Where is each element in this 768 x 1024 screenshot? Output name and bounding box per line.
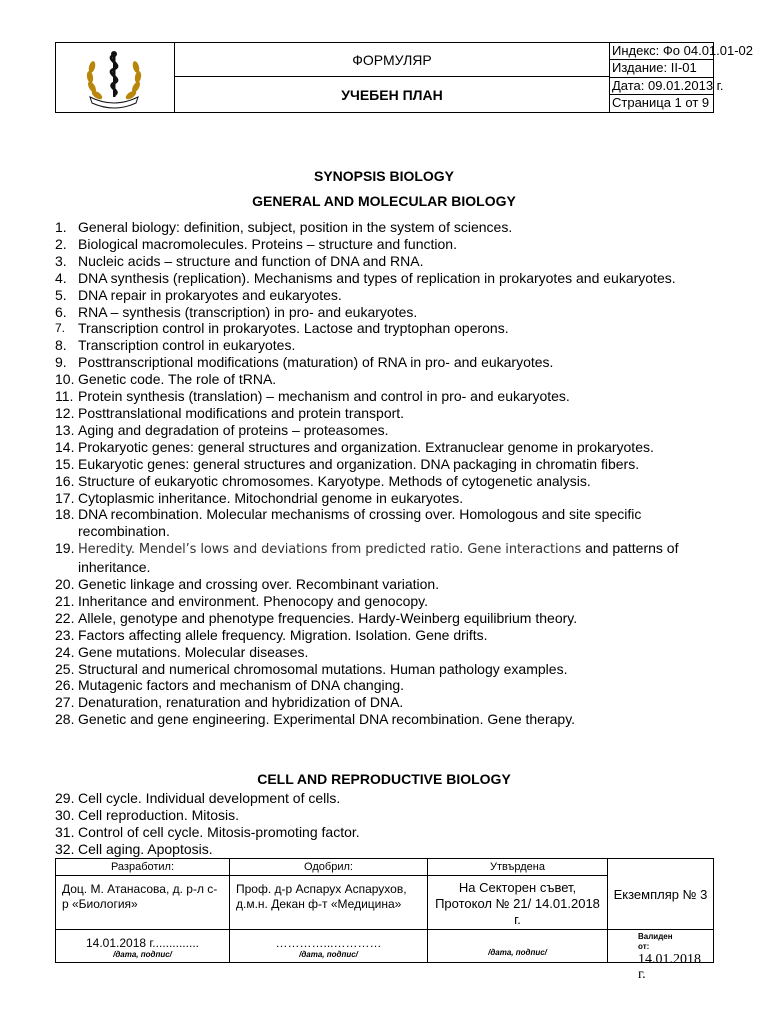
list-item: 2. Biological macromolecules. Proteins – structure and function. — [55, 235, 457, 252]
list-item: 4. DNA synthesis (replication). Mechanisms and types of replication in prokaryotes and eukaryotes. — [55, 269, 676, 286]
approved-column — [230, 859, 428, 962]
header-meta-column — [610, 43, 754, 112]
list-item: 6. RNA – synthesis (transcription) in pro- and eukaryotes. — [55, 303, 418, 320]
list-item: 17. Cytoplasmic inheritance. Mitochondrial genome in eukaryotes. — [55, 489, 464, 506]
approved-label: Одобрил: — [230, 859, 427, 876]
list-item: 29. Cell cycle. Individual development of cells. — [55, 790, 341, 806]
developed-signature: 14.01.2018 г.............. /дата, подпис/ — [86, 936, 199, 959]
list-item: 15. Eukaryotic genes: general structures and organization. DNA packaging in chromatin fibers. — [55, 455, 640, 472]
list-item: 5. DNA repair in prokaryotes and eukaryotes. — [55, 286, 342, 303]
list-item: 21. Inheritance and environment. Phenocopy and genocopy. — [55, 592, 428, 609]
index-field: Индекс: Фо 04.01.01-02 — [610, 43, 713, 60]
topics-list-cell — [55, 790, 715, 858]
confirmed-signature: /дата, подпис/ — [488, 948, 547, 957]
list-item: 19. Heredity. Mendel’s lows and deviations from predicted ratio. Gene interactions and patterns of inheritance. — [55, 540, 679, 576]
list-item: 25. Structural and numerical chromosomal mutations. Human pathology examples. — [55, 660, 568, 677]
confirmed-by: На Секторен съвет, Протокол № 21/ 14.01.2018 г. — [428, 876, 607, 930]
list-item: 11. Protein synthesis (translation) – mechanism and control in pro- and eukaryotes. — [55, 388, 570, 405]
copy-column — [608, 859, 713, 982]
document-header-table — [55, 42, 754, 113]
edition-field: Издание: II-01 — [610, 60, 713, 77]
list-item: 7. Transcription control in prokaryotes. Lactose and tryptophan operons. — [55, 320, 509, 337]
header-title-column — [175, 43, 610, 112]
list-item: 12. Posttranslational modifications and protein transport. — [55, 404, 405, 421]
list-item: 13. Aging and degradation of proteins – proteasomes. — [55, 421, 389, 438]
approved-signature: …………...………… /дата, подпис/ — [275, 936, 382, 959]
list-item: 28. Genetic and gene engineering. Experimental DNA recombination. Gene therapy. — [55, 711, 576, 728]
confirmed-label: Утвърдена — [428, 859, 607, 876]
list-item: 32. Cell aging. Apoptosis. — [55, 840, 213, 857]
developed-label: Разработил: — [56, 859, 229, 876]
list-item: 20. Genetic linkage and crossing over. Recombinant variation. — [55, 576, 440, 593]
list-item: 30. Cell reproduction. Mitosis. — [55, 806, 240, 823]
list-item: 18. DNA recombination. Molecular mechanisms of crossing over. Homologous and site specific recombination. — [55, 506, 642, 540]
section-heading-general: GENERAL AND MOLECULAR BIOLOGY — [252, 193, 516, 209]
list-item: 9. Posttranscriptional modifications (maturation) of RNA in pro- and eukaryotes. — [55, 354, 554, 371]
list-item: 3. Nucleic acids – structure and function of DNA and RNA. — [55, 252, 424, 269]
list-item: 26. Mutagenic factors and mechanism of DNA changing. — [55, 677, 405, 694]
list-item: 14. Prokaryotic genes: general structures and organization. Extranuclear genome in prokaryotes. — [55, 438, 654, 455]
university-seal-icon — [82, 47, 146, 109]
list-item: 22. Allele, genotype and phenotype frequencies. Hardy-Weinberg equilibrium theory. — [55, 609, 578, 626]
plan-title: УЧЕБЕН ПЛАН — [341, 86, 443, 103]
developed-column — [56, 859, 230, 962]
list-item: 1. General biology: definition, subject, position in the system of sciences. — [55, 219, 513, 235]
page-field: Страница 1 от 9 — [612, 94, 710, 110]
university-logo — [56, 43, 175, 112]
valid-from: Валиден от: 14.01.2018 г. — [638, 932, 701, 982]
form-title: ФОРМУЛЯР — [175, 43, 609, 77]
list-item: 23. Factors affecting allele frequency. Migration. Isolation. Gene drifts. — [55, 626, 488, 643]
list-item: 31. Control of cell cycle. Mitosis-promoting factor. — [55, 823, 360, 840]
list-item: 10. Genetic code. The role of tRNA. — [55, 371, 277, 388]
topics-list-general — [55, 219, 715, 728]
list-item: 27. Denaturation, renaturation and hybridization of DNA. — [55, 694, 404, 711]
list-item: 8. Transcription control in eukaryotes. — [55, 337, 296, 354]
approved-by: Проф. д-р Аспарух Аспарухов, д.м.н. Декан ф-т «Медицина» — [230, 876, 427, 930]
confirmed-column — [428, 859, 608, 962]
list-item: 16. Structure of eukaryotic chromosomes. Karyotype. Methods of cytogenetic analysis. — [55, 472, 591, 489]
copy-number: Екземпляр № 3 — [608, 859, 713, 930]
section-heading-cell: CELL AND REPRODUCTIVE BIOLOGY — [257, 771, 511, 787]
developed-by: Доц. М. Атанасова, д. р-л с-р «Биология» — [56, 876, 229, 930]
date-field: Дата: 09.01.2013 г. — [610, 78, 713, 95]
list-item: 24. Gene mutations. Molecular diseases. — [55, 643, 309, 660]
document-footer-table — [55, 858, 714, 982]
document-title: SYNOPSIS BIOLOGY — [313, 168, 455, 184]
